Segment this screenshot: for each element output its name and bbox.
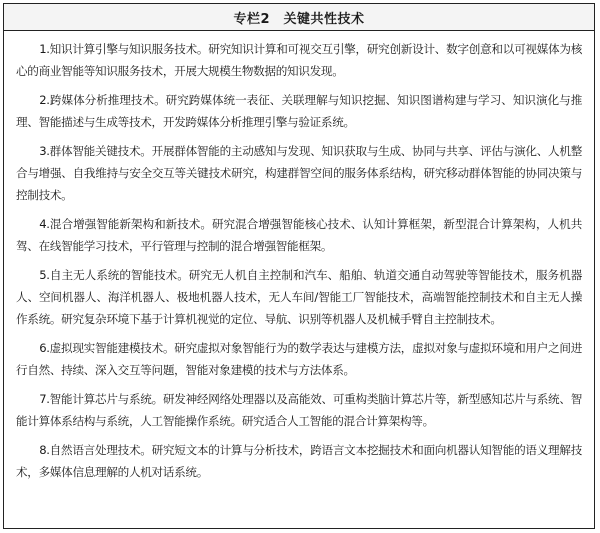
paragraph-item-1: 1.知识计算引擎与知识服务技术。研究知识计算和可视交互引擎，研究创新设计、数字创意和以可视媒体为核心的商业智能等知识服务技术，开展大规模生物数据的知识发现。 bbox=[16, 42, 582, 79]
paragraph-item-5: 5.自主无人系统的智能技术。研究无人机自主控制和汽车、船舶、轨道交通自动驾驶等智能技术，服务机器人、空间机器人、海洋机器人、极地机器人技术，无人车间/智能工厂智能技术，高端智能控制技术和自主无人操作系统。研究复杂环境下基于计算机视觉的定位、导航、识别等机器人及机械手臂自主控制技术。 bbox=[16, 267, 582, 327]
box-title: 专栏2 关键共性技术 bbox=[4, 4, 594, 31]
box-body bbox=[4, 31, 594, 483]
paragraph-item-6: 6.虚拟现实智能建模技术。研究虚拟对象智能行为的数学表达与建模方法，虚拟对象与虚拟环境和用户之间进行自然、持续、深入交互等问题，智能对象建模的技术与方法体系。 bbox=[16, 340, 582, 378]
paragraph-item-3: 3.群体智能关键技术。开展群体智能的主动感知与发现、知识获取与生成、协同与共享、评估与演化、人机整合与增强、自我维持与安全交互等关键技术研究，构建群智空间的服务体系结构，研究移动群体智能的协同决策与控制技术。 bbox=[16, 143, 582, 203]
paragraph-item-4: 4.混合增强智能新架构和新技术。研究混合增强智能核心技术、认知计算框架，新型混合计算架构，人机共驾、在线智能学习技术，平行管理与控制的混合增强智能框架。 bbox=[16, 216, 582, 254]
feature-box bbox=[3, 3, 595, 529]
paragraph-item-8: 8.自然语言处理技术。研究短文本的计算与分析技术，跨语言文本挖掘技术和面向机器认知智能的语义理解技术，多媒体信息理解的人机对话系统。 bbox=[16, 442, 582, 479]
paragraph-item-2: 2.跨媒体分析推理技术。研究跨媒体统一表征、关联理解与知识挖掘、知识图谱构建与学习、知识演化与推理、智能描述与生成等技术，开发跨媒体分析推理引擎与验证系统。 bbox=[16, 92, 582, 130]
paragraph-item-7: 7.智能计算芯片与系统。研发神经网络处理器以及高能效、可重构类脑计算芯片等，新型感知芯片与系统、智能计算体系结构与系统，人工智能操作系统。研究适合人工智能的混合计算架构等。 bbox=[16, 391, 582, 429]
